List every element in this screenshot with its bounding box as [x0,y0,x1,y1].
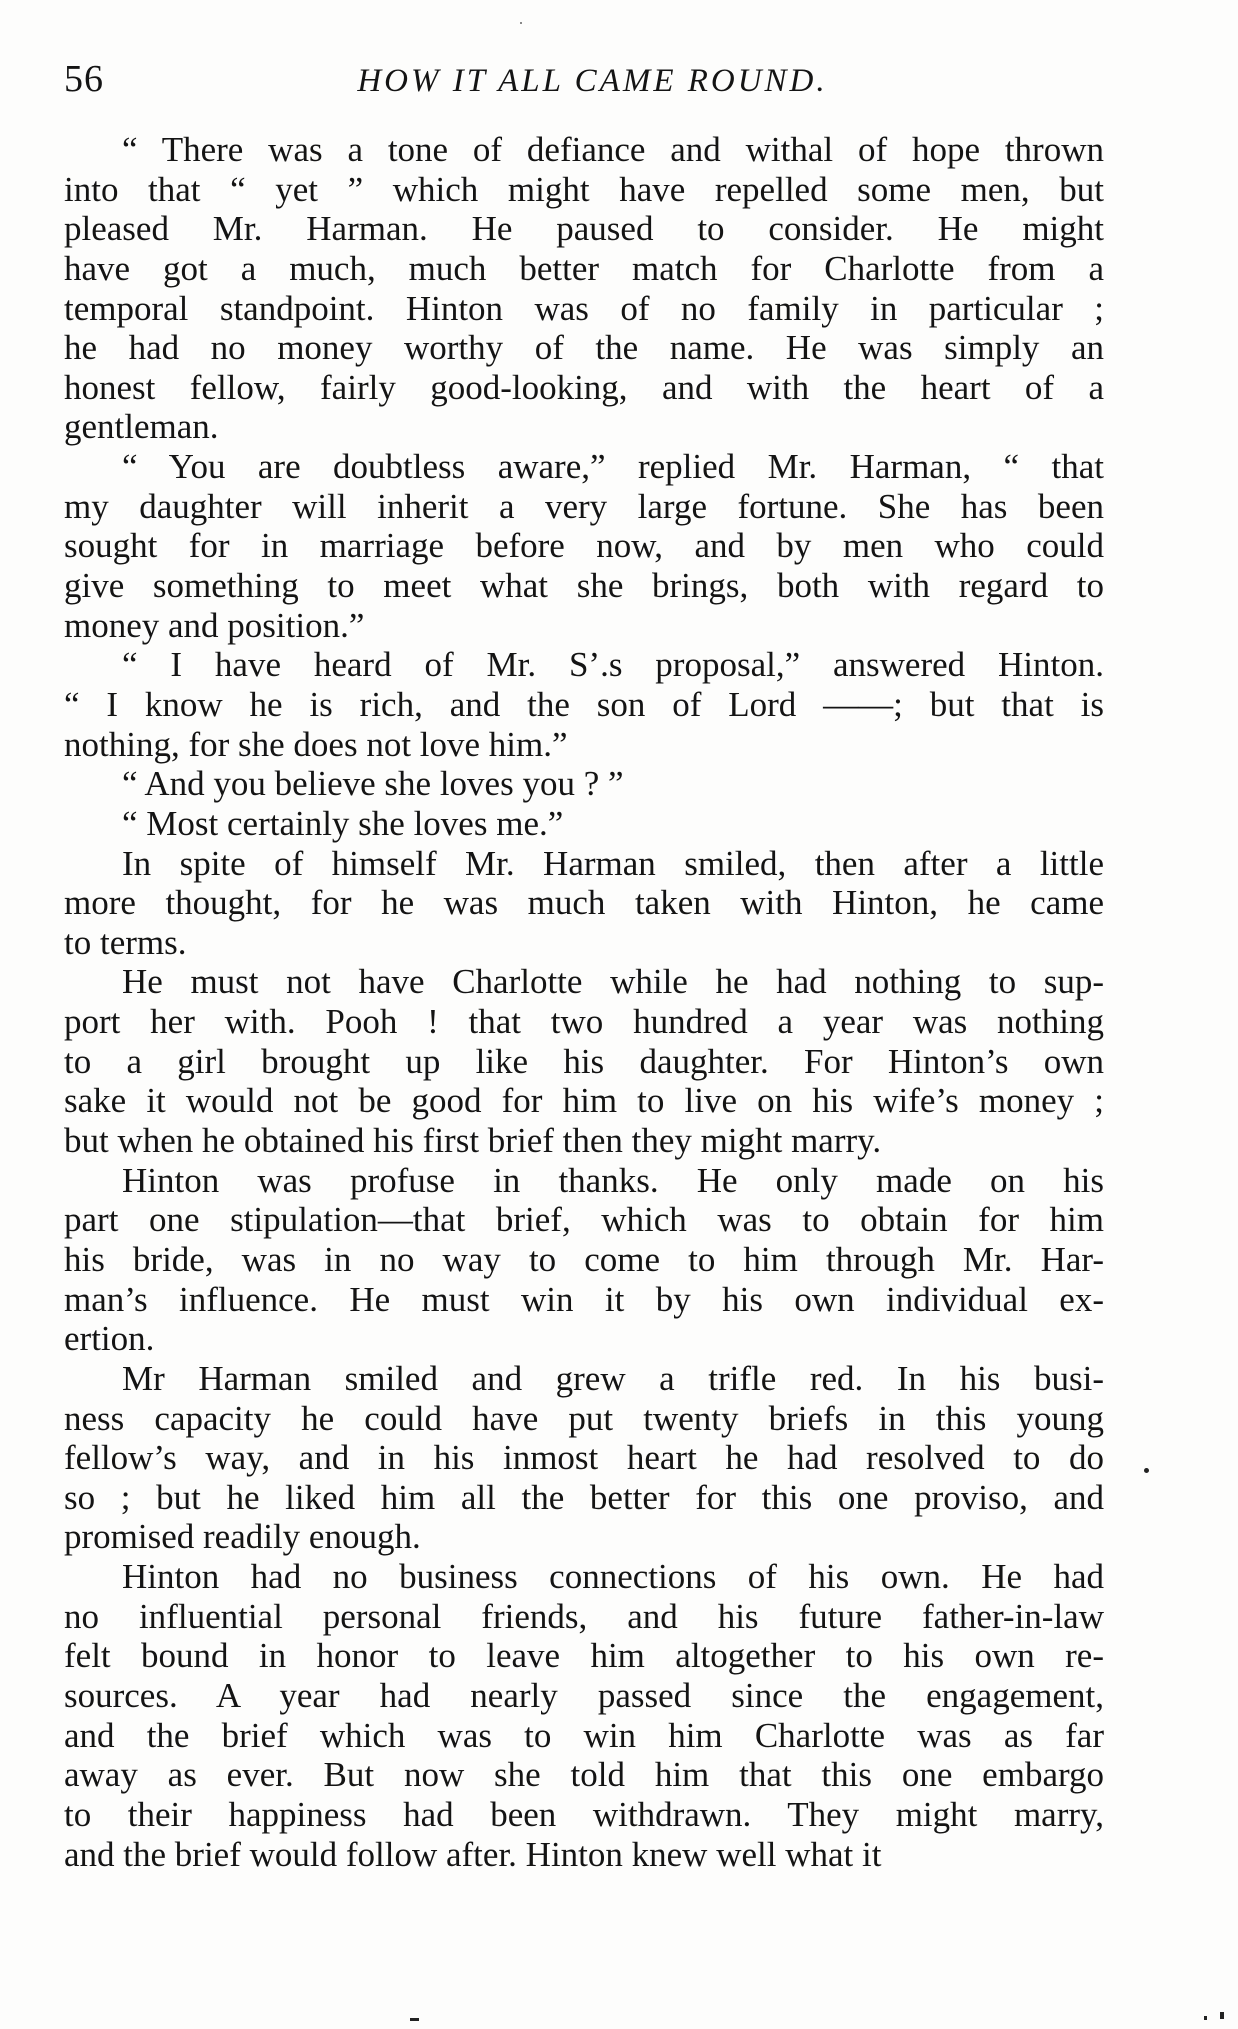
text-line: to a girl brought up like his daughter. For Hinton’s own [64,1041,1104,1081]
text-line: so ; but he liked him all the better for this one proviso, and [64,1477,1104,1517]
text-line: into that “ yet ” which might have repelled some men, but [64,169,1104,209]
text-line: ness capacity he could have put twenty briefs in this young [64,1398,1104,1438]
paragraph [64,804,1104,844]
text-line: he had no money worthy of the name. He was simply an [64,328,1104,368]
scan-speck [1220,2012,1224,2019]
text-line: his bride, was in no way to come to him through Mr. Har- [64,1239,1104,1279]
text-line: sources. A year had nearly passed since the engagement, [64,1675,1104,1715]
text-line: my daughter will inherit a very large fortune. She has been [64,486,1104,526]
text-line: and the brief which was to win him Charlotte was as far [64,1715,1104,1755]
text-line: Hinton was profuse in thanks. He only made on his [122,1160,1104,1200]
scan-speck [1204,2016,1207,2020]
text-line: “ I know he is rich, and the son of Lord ——; but that is [64,684,1104,724]
text-line: pleased Mr. Harman. He paused to consider. He might [64,209,1104,249]
body-text [64,130,1104,1874]
paragraph [64,130,1104,447]
text-line: “ There was a tone of defiance and withal of hope thrown [122,130,1104,169]
running-head: HOW IT ALL CAME ROUND. [357,63,828,99]
page-number: 56 [64,58,104,100]
text-line: but when he obtained his first brief then they might marry. [64,1121,882,1161]
text-line: away as ever. But now she told him that this one embargo [64,1755,1104,1795]
text-line: and the brief would follow after. Hinton knew well what it [64,1834,882,1874]
text-line: Mr Harman smiled and grew a trifle red. In his busi- [122,1358,1104,1398]
text-line: “ Most certainly she loves me.” [122,803,564,843]
text-line: money and position.” [64,605,365,645]
text-line: ertion. [64,1319,155,1359]
text-line: In spite of himself Mr. Harman smiled, then after a little [122,843,1104,883]
text-line: sake it would not be good for him to live on his wife’s money ; [64,1081,1104,1121]
scan-speck [520,22,522,24]
text-line: sought for in marriage before now, and by men who could [64,526,1104,566]
paragraph [64,962,1104,1160]
text-line: nothing, for she does not love him.” [64,724,568,764]
text-line: to their happiness had been withdrawn. They might marry, [64,1794,1104,1834]
paragraph [64,645,1104,764]
text-line: give something to meet what she brings, both with regard to [64,566,1104,606]
paragraph [64,447,1104,645]
text-line: “ You are doubtless aware,” replied Mr. Harman, “ that [122,447,1104,487]
text-line: to terms. [64,922,187,962]
text-line: Hinton had no business connections of his own. He had [122,1557,1104,1597]
scan-speck [410,2018,419,2021]
text-line: part one stipulation—that brief, which was to obtain for him [64,1200,1104,1240]
text-line: temporal standpoint. Hinton was of no family in particular ; [64,288,1104,328]
paragraph [64,764,1104,804]
text-line: fellow’s way, and in his inmost heart he had resolved to do [64,1438,1104,1478]
text-line: promised readily enough. [64,1517,421,1557]
paragraph [64,1359,1104,1557]
text-line: felt bound in honor to leave him altogether to his own re- [64,1636,1104,1676]
text-line: have got a much, much better match for Charlotte from a [64,248,1104,288]
text-line: He must not have Charlotte while he had nothing to sup- [122,962,1104,1002]
text-line: “ I have heard of Mr. S’.s proposal,” answered Hinton. [122,645,1104,685]
paragraph [64,1557,1104,1874]
paragraph [64,1161,1104,1359]
text-line: no influential personal friends, and his future father-in-law [64,1596,1104,1636]
text-line: port her with. Pooh ! that two hundred a year was nothing [64,1002,1104,1042]
text-line: gentleman. [64,407,219,447]
text-line: more thought, for he was much taken with Hinton, he came [64,883,1104,923]
scan-speck [1144,1468,1149,1473]
paragraph [64,844,1104,963]
text-line: “ And you believe she loves you ? ” [122,764,624,804]
text-line: honest fellow, fairly good-looking, and with the heart of a [64,367,1104,407]
text-line: man’s influence. He must win it by his own individual ex- [64,1279,1104,1319]
